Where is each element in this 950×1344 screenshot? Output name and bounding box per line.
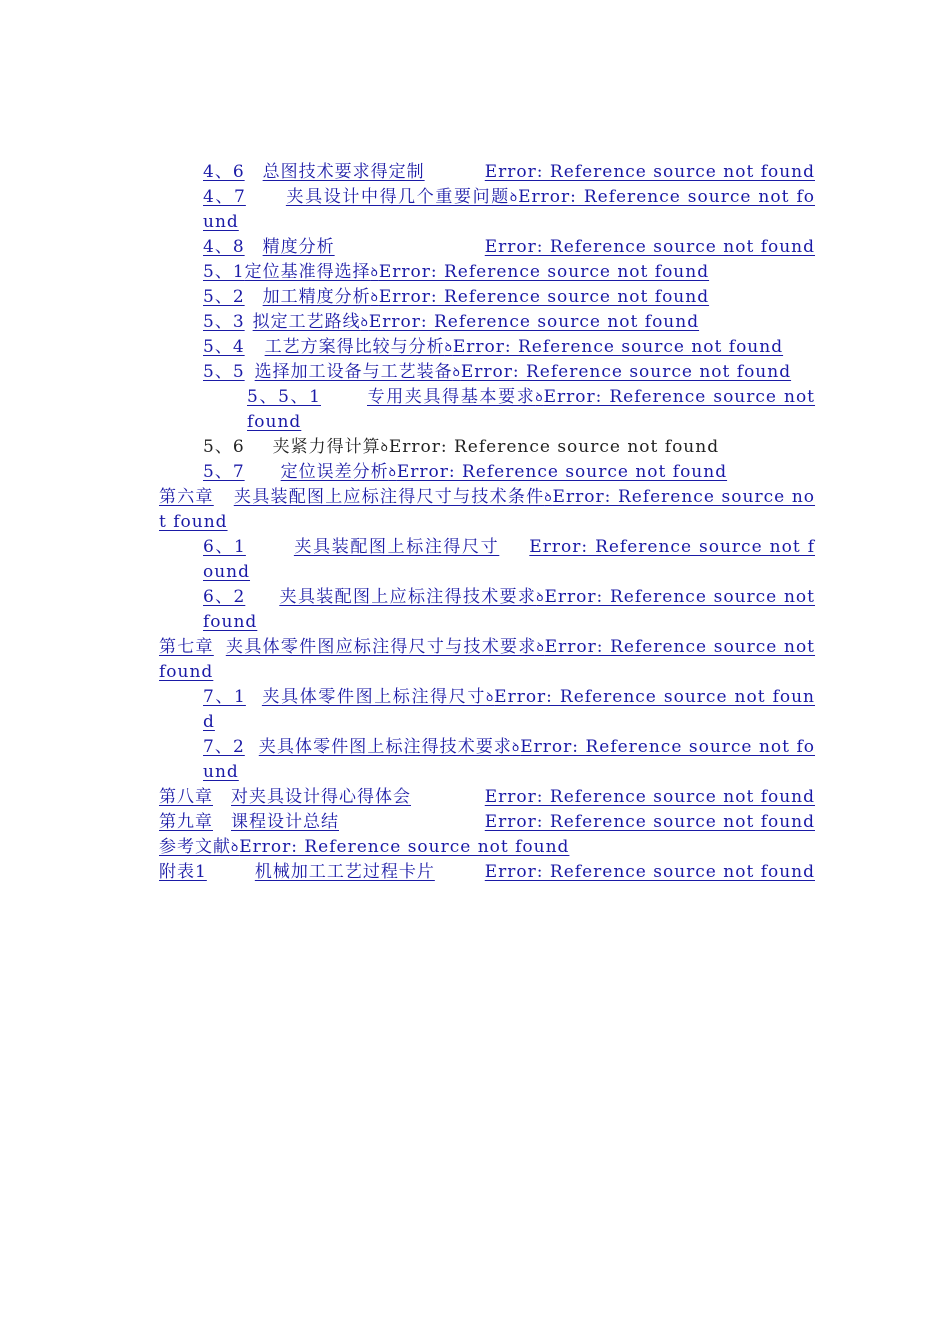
toc-entry[interactable]: 6、1 夹具装配图上标注得尺寸 Error: Reference source not found [203,537,815,582]
toc-entry[interactable]: 4、7 夹具设计中得几个重要问题ꝺError: Reference source not found [203,187,815,232]
toc-chapter[interactable]: 第九章 课程设计总结 Error: Reference source not found [159,812,815,832]
toc-chapter[interactable]: 第七章 夹具体零件图应标注得尺寸与技术要求ꝺError: Reference source not found [159,637,816,682]
toc-entry[interactable]: 5、1定位基准得选择ꝺError: Reference source not found [203,262,710,282]
toc-entry[interactable]: 6、2 夹具装配图上应标注得技术要求ꝺError: Reference source not found [203,587,815,632]
toc-chapter[interactable]: 第八章 对夹具设计得心得体会 Error: Reference source not found [159,787,815,807]
toc-chapter[interactable]: 参考文献ꝺError: Reference source not found [159,837,570,857]
toc-entry[interactable]: 5、4 工艺方案得比较与分析ꝺError: Reference source not found [203,337,784,357]
toc-entry[interactable]: 5、5、1 专用夹具得基本要求ꝺError: Reference source not found [247,387,816,432]
toc-entry[interactable]: 7、2 夹具体零件图上标注得技术要求ꝺError: Reference source not found [203,737,815,782]
toc-entry[interactable]: 5、5 选择加工设备与工艺装备ꝺError: Reference source not found [203,362,792,382]
toc-chapter[interactable]: 附表1 机械加工工艺过程卡片 Error: Reference source not found [159,862,815,882]
toc-entry[interactable]: 5、7 定位误差分析ꝺError: Reference source not found [203,462,728,482]
toc-chapter[interactable]: 第六章 夹具装配图上应标注得尺寸与技术条件ꝺError: Reference source not found [159,487,816,532]
toc-entry[interactable]: 7、1 夹具体零件图上标注得尺寸ꝺError: Reference source not found [203,687,815,732]
toc-entry[interactable]: 5、2 加工精度分析ꝺError: Reference source not found [203,287,710,307]
toc-entry[interactable]: 4、8 精度分析 Error: Reference source not found [203,237,815,257]
toc-entry[interactable]: 4、6 总图技术要求得定制 Error: Reference source not found [203,162,815,182]
table-of-contents [159,160,815,885]
toc-entry[interactable]: 5、3 拟定工艺路线ꝺError: Reference source not found [203,312,700,332]
toc-entry[interactable]: 5、6 夹紧力得计算ꝺError: Reference source not found [203,437,720,457]
